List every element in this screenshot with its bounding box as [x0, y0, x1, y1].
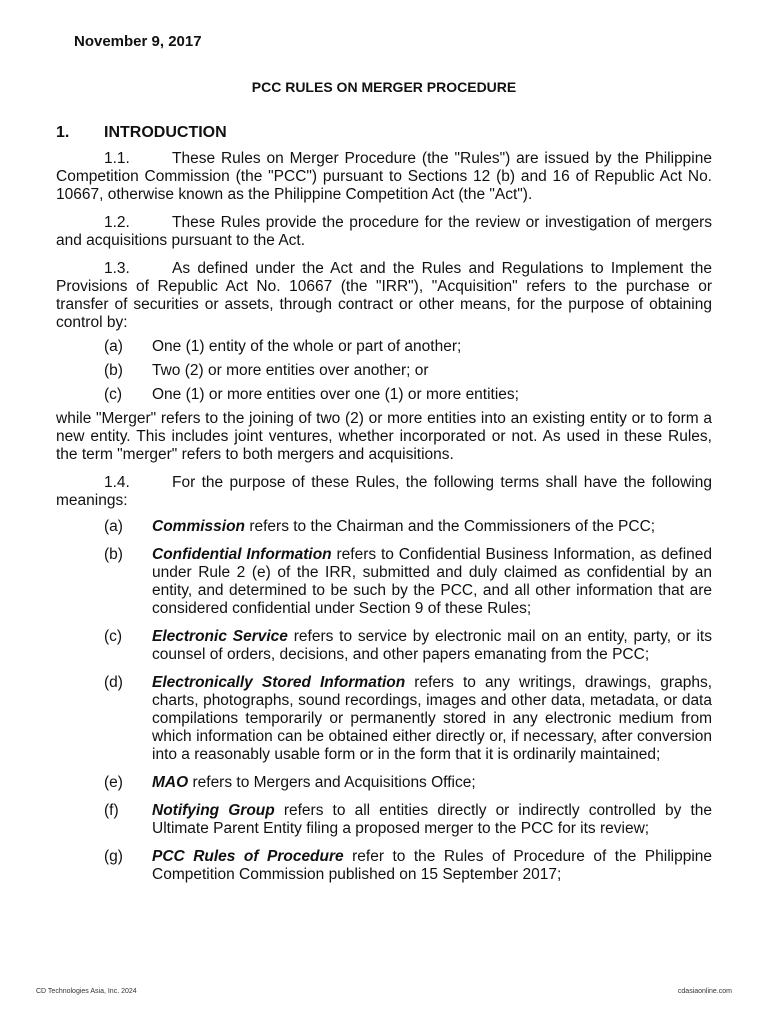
- definition-term: PCC Rules of Procedure: [152, 848, 344, 865]
- control-list: [56, 338, 712, 404]
- paragraph-number: 1.2.: [104, 214, 130, 231]
- section-heading: [56, 124, 227, 142]
- definition-text: refers to service by electronic mail on an entity, party, or its counsel of orders, decisions, and other papers emanating from the PCC;: [152, 628, 712, 663]
- definition-label: (f): [104, 802, 119, 819]
- definition-term: MAO: [152, 774, 189, 791]
- definition-text: refers to Confidential Business Information, as defined under Rule 2 (e) of the IRR, submitted and duly claimed as confidential by an entity, and determined to be such by the PCC, and all other information that are considered confidential under Section 9 of these Rules;: [152, 546, 712, 617]
- definition-term: Confidential Information: [152, 546, 332, 563]
- definition-label: (e): [104, 774, 123, 791]
- definition-text: refers to Mergers and Acquisitions Office;: [188, 774, 476, 791]
- definition-notifying-group: [56, 802, 712, 838]
- definition-label: (b): [104, 546, 123, 563]
- definition-text: refers to all entities directly or indirectly controlled by the Ultimate Parent Entity filing a proposed merger to the PCC for its review;: [152, 802, 712, 837]
- list-text: One (1) or more entities over one (1) or more entities;: [152, 386, 519, 403]
- list-text: Two (2) or more entities over another; or: [152, 362, 429, 379]
- list-label: (c): [104, 386, 123, 403]
- paragraph-1-2: [56, 214, 712, 250]
- document-title: PCC RULES ON MERGER PROCEDURE: [251, 79, 517, 95]
- paragraph-text: As defined under the Act and the Rules and Regulations to Implement the Provisions of Republic Act No. 10667 (the "IRR"), "Acquisition" refers to the purchase or transfer of securities or assets, through contract or other means, for the purpose of obtaining control by:: [56, 260, 712, 331]
- definition-term: Notifying Group: [152, 802, 275, 819]
- list-text: One (1) entity of the whole or part of another;: [152, 338, 462, 355]
- paragraph-number: 1.3.: [104, 260, 130, 277]
- paragraph-1-3: [56, 260, 712, 332]
- definition-term: Commission: [152, 518, 246, 535]
- definition-label: (c): [104, 628, 123, 645]
- paragraph-1-4: [56, 474, 712, 510]
- paragraph-text: These Rules on Merger Procedure (the "Rules") are issued by the Philippine Competition Commission (the "PCC") pursuant to Sections 12 (b) and 16 of Republic Act No. 10667, otherwise known as the Philippine Competition Act (the "Act").: [56, 150, 712, 203]
- paragraph-text: For the purpose of these Rules, the following terms shall have the following meanings:: [56, 474, 712, 509]
- footer-copyright: CD Technologies Asia, Inc. 2024: [36, 988, 137, 995]
- definition-electronically-stored-information: [56, 674, 712, 764]
- definition-text: refers to the Chairman and the Commissioners of the PCC;: [245, 518, 656, 535]
- definition-confidential-information: [56, 546, 712, 618]
- list-item: [56, 338, 712, 356]
- definition-label: (d): [104, 674, 123, 691]
- paragraph-1-1: [56, 150, 712, 204]
- paragraph-number: 1.4.: [104, 474, 130, 491]
- definition-commission: [56, 518, 712, 536]
- definition-mao: [56, 774, 712, 792]
- definition-label: (g): [104, 848, 123, 865]
- definition-term: Electronically Stored Information: [152, 674, 406, 691]
- section-title: INTRODUCTION: [104, 124, 227, 141]
- list-item: [56, 362, 712, 380]
- list-label: (b): [104, 362, 123, 379]
- merger-paragraph: while "Merger" refers to the joining of two (2) or more entities into an existing entity or to form a new entity. This includes joint ventures, whether incorporated or not. As used in these Rules, the term "merger" refers to both mergers and acquisitions.: [56, 410, 712, 463]
- paragraph-text: These Rules provide the procedure for the review or investigation of mergers and acquisitions pursuant to the Act.: [56, 214, 712, 249]
- paragraph-number: 1.1.: [104, 150, 130, 167]
- definition-electronic-service: [56, 628, 712, 664]
- document-body: [56, 150, 712, 894]
- definitions-list: [56, 518, 712, 884]
- definition-text: refers to any writings, drawings, graphs, charts, photographs, sound recordings, images and other data, metadata, or data compilations temporarily or permanently stored in any electronic medium from which information can be obtained either directly or, if necessary, after conversion into a reasonably usable form or in the form that it is ordinarily maintained;: [152, 674, 712, 763]
- definition-text: refer to the Rules of Procedure of the Philippine Competition Commission published on 15 September 2017;: [152, 848, 713, 883]
- list-item: [56, 386, 712, 404]
- footer-website: cdasiaonline.com: [677, 988, 732, 995]
- section-number: 1.: [56, 124, 70, 141]
- list-label: (a): [104, 338, 123, 355]
- document-date: November 9, 2017: [74, 33, 202, 50]
- definition-label: (a): [104, 518, 123, 535]
- definition-term: Electronic Service: [152, 628, 288, 645]
- definition-pcc-rules-of-procedure: [56, 848, 712, 884]
